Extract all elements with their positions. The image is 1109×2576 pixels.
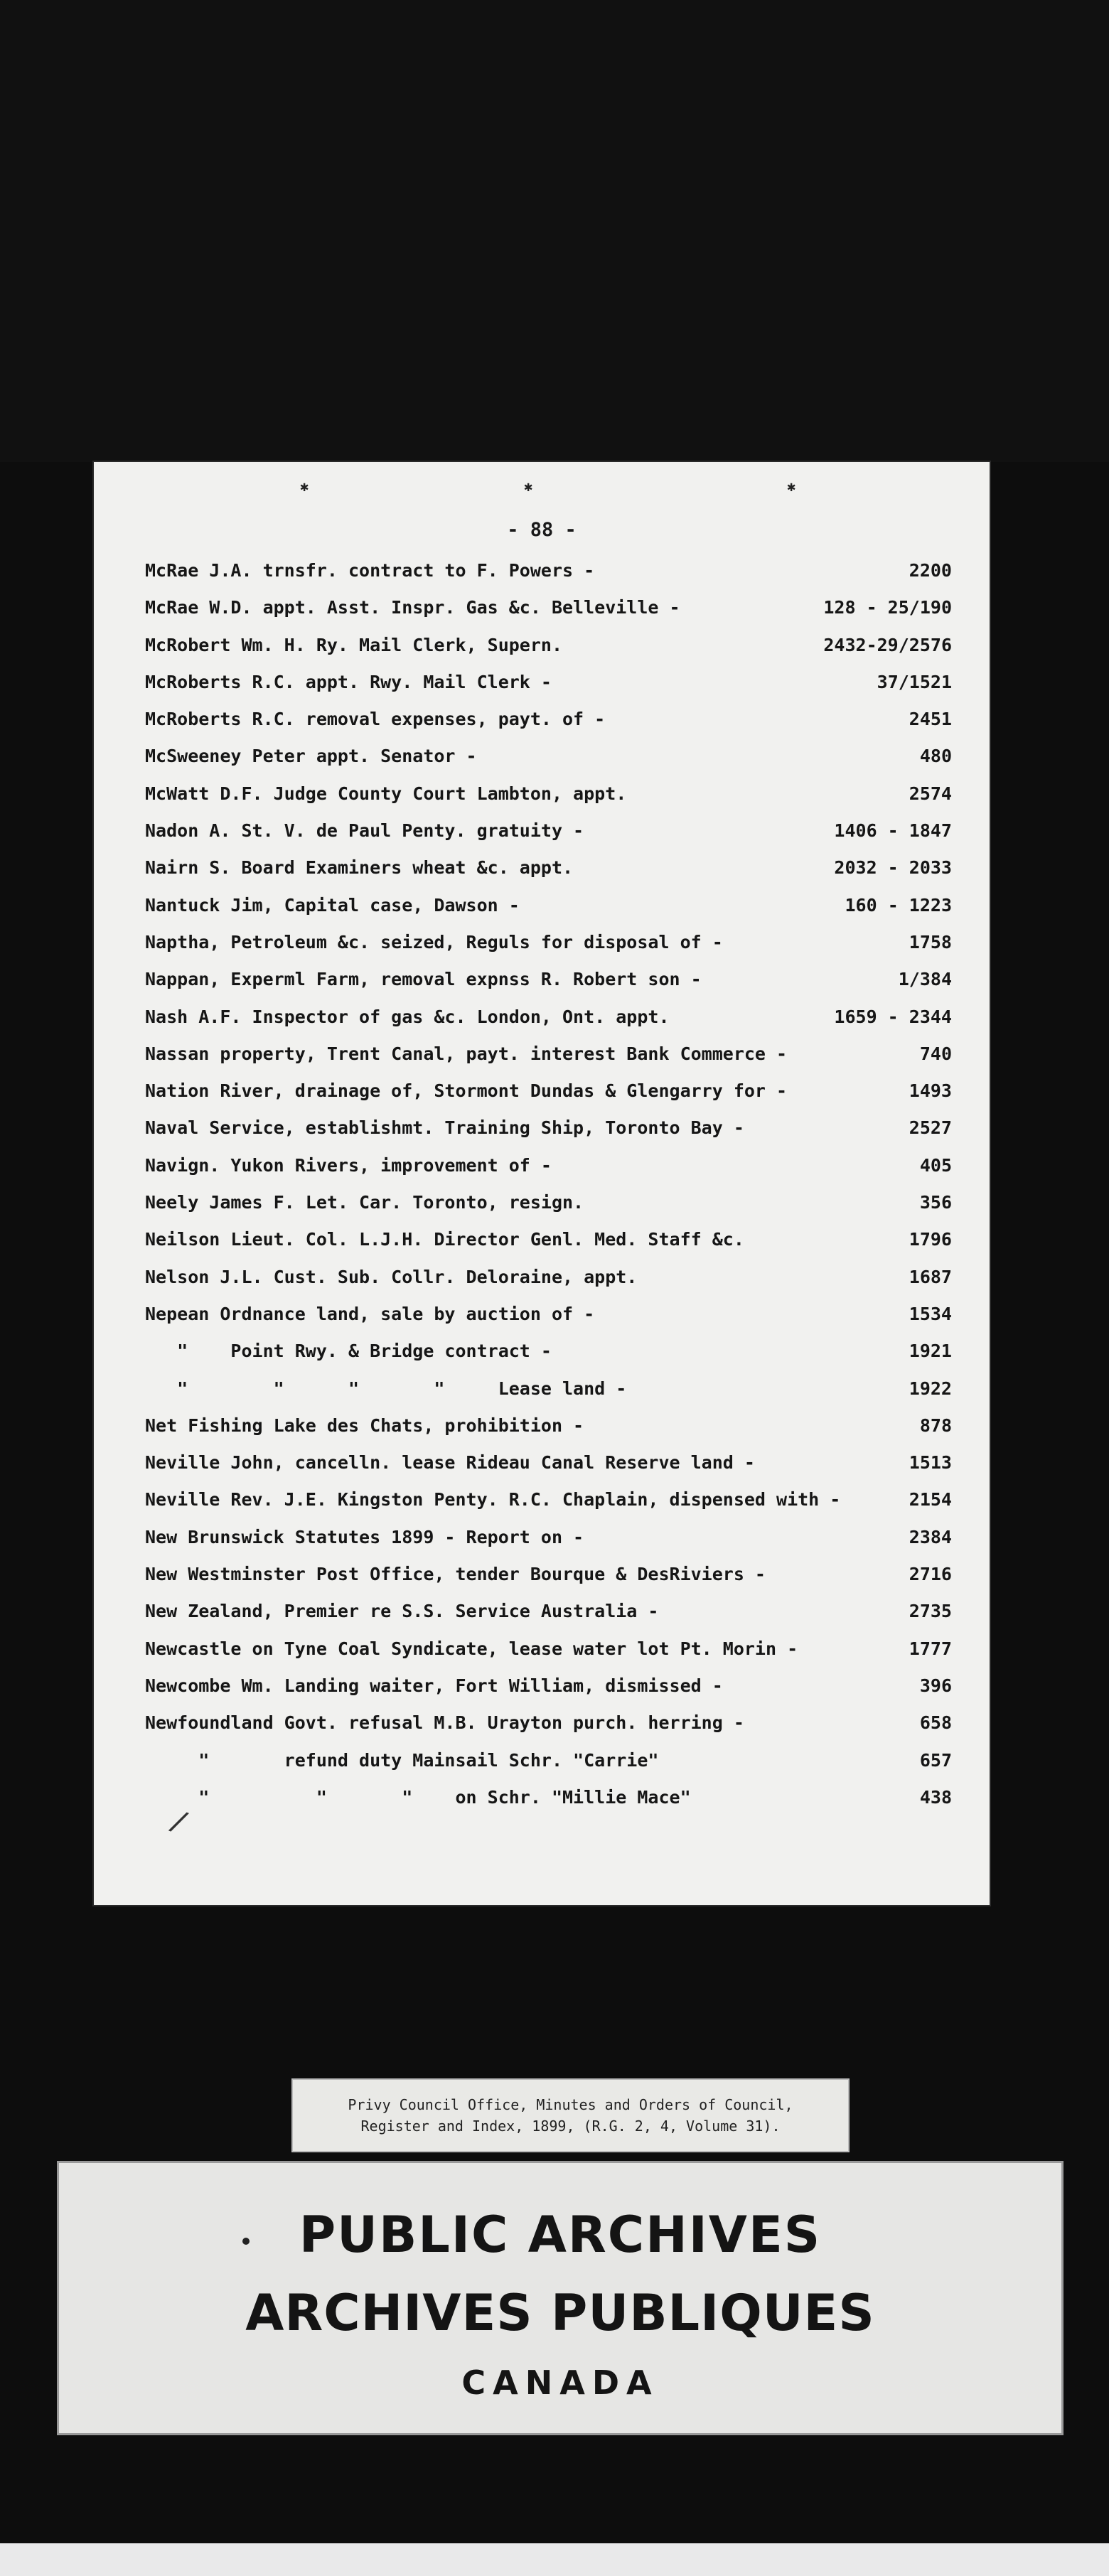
index-entry [145,1779,952,1816]
punch-mark: ✱ [300,478,309,495]
index-entry [145,1296,952,1333]
stamp-line-3: CANADA [461,2363,659,2402]
entry-text: " Point Rwy. & Bridge contract - [145,1341,552,1362]
entry-reference: 1758 [909,931,952,952]
entry-reference: 2154 [909,1489,952,1510]
index-entry [145,1147,952,1184]
entry-reference: 878 [919,1415,952,1436]
index-entry [145,664,952,701]
index-entry [145,701,952,738]
index-entry [145,1481,952,1518]
index-entry [145,1221,952,1258]
entry-text: Neely James F. Let. Car. Toronto, resign. [145,1192,584,1213]
index-entry [145,1110,952,1147]
index-entry [145,552,952,589]
index-entry [145,1593,952,1630]
entry-reference: 1406 - 1847 [834,820,952,842]
entry-text: Newcombe Wm. Landing waiter, Fort William, dismissed - [145,1675,723,1696]
index-entries [145,552,952,1816]
bottom-strip [0,2543,1109,2576]
entry-text: Nassan property, Trent Canal, payt. interest Bank Commerce - [145,1043,788,1064]
entry-reference: 2735 [909,1601,952,1622]
entry-text: Nelson J.L. Cust. Sub. Collr. Deloraine, appt. [145,1266,638,1287]
stamp-line-2: ARCHIVES PUBLIQUES [245,2284,875,2342]
entry-text: " refund duty Mainsail Schr. "Carrie" [145,1749,659,1771]
index-entry [145,1742,952,1779]
entry-reference: 480 [919,746,952,767]
archive-label [291,2078,850,2152]
index-entry [145,627,952,664]
index-entry [145,961,952,998]
entry-text: Net Fishing Lake des Chats, prohibition - [145,1415,584,1436]
entry-reference: 2451 [909,709,952,730]
page-number: - 88 - [507,519,577,541]
index-entry [145,1556,952,1593]
entry-text: McRoberts R.C. appt. Rwy. Mail Clerk - [145,671,552,692]
entry-text: McRobert Wm. H. Ry. Mail Clerk, Supern. [145,634,562,655]
entry-text: Nairn S. Board Examiners wheat &c. appt. [145,857,574,879]
entry-text: Nappan, Experml Farm, removal expnss R. Robert son - [145,969,702,990]
entry-reference: 1777 [909,1638,952,1659]
entry-reference: 2527 [909,1117,952,1139]
entry-reference: 1796 [909,1229,952,1250]
entry-reference: 438 [919,1786,952,1808]
entry-text: McRae J.A. trnsfr. contract to F. Powers - [145,560,595,581]
entry-reference: 2200 [909,560,952,581]
punch-mark: ✱ [787,478,796,495]
index-entry [145,589,952,626]
index-entry [145,812,952,849]
entry-text: Newcastle on Tyne Coal Syndicate, lease water lot Pt. Morin - [145,1638,798,1659]
index-entry [145,1668,952,1705]
index-entry [145,1073,952,1110]
entry-text: McWatt D.F. Judge County Court Lambton, appt. [145,783,627,804]
index-entry [145,1370,952,1407]
index-entry [145,999,952,1036]
index-entry [145,887,952,924]
archives-stamp [57,2161,1064,2435]
index-entry [145,1259,952,1296]
entry-reference: 657 [919,1749,952,1771]
index-entry [145,1444,952,1481]
index-entry [145,1184,952,1221]
entry-reference: 1534 [909,1303,952,1324]
entry-reference: 128 - 25/190 [823,597,952,618]
entry-reference: 1513 [909,1452,952,1474]
index-entry [145,1705,952,1742]
entry-reference: 1493 [909,1080,952,1102]
entry-text: Nadon A. St. V. de Paul Penty. gratuity - [145,820,584,842]
entry-reference: 1659 - 2344 [834,1006,952,1027]
stamp-line-1: PUBLIC ARCHIVES [299,2206,822,2264]
pen-mark: / [165,1803,193,1840]
entry-text: McSweeney Peter appt. Senator - [145,746,477,767]
entry-reference: 1687 [909,1266,952,1287]
entry-text: Nash A.F. Inspector of gas &c. London, Ont. appt. [145,1006,670,1027]
entry-text: New Brunswick Statutes 1899 - Report on - [145,1526,584,1547]
entry-reference: 405 [919,1154,952,1176]
entry-text: " " " on Schr. "Millie Mace" [145,1786,691,1808]
entry-text: Neville Rev. J.E. Kingston Penty. R.C. Chaplain, dispensed with - [145,1489,841,1510]
index-entry [145,1333,952,1370]
entry-reference: 1921 [909,1341,952,1362]
microfilm-frame [0,0,1109,462]
entry-reference: 2432-29/2576 [823,634,952,655]
entry-text: " " " " Lease land - [145,1378,627,1399]
label-line-2: Register and Index, 1899, (R.G. 2, 4, Volume 31). [360,2118,781,2135]
entry-text: Nantuck Jim, Capital case, Dawson - [145,894,520,916]
entry-reference: 356 [919,1192,952,1213]
index-entry [145,849,952,886]
entry-text: New Zealand, Premier re S.S. Service Australia - [145,1601,659,1622]
entry-reference: 740 [919,1043,952,1064]
entry-reference: 658 [919,1712,952,1734]
index-entry [145,1036,952,1073]
entry-text: McRoberts R.C. removal expenses, payt. of - [145,709,606,730]
entry-text: Neilson Lieut. Col. L.J.H. Director Genl. Med. Staff &c. [145,1229,744,1250]
entry-text: Navign. Yukon Rivers, improvement of - [145,1154,552,1176]
entry-reference: 1/384 [898,969,952,990]
entry-text: Naptha, Petroleum &c. seized, Reguls for disposal of - [145,931,723,952]
entry-reference: 2574 [909,783,952,804]
entry-reference: 2032 - 2033 [834,857,952,879]
index-entry [145,1631,952,1668]
index-entry [145,776,952,812]
entry-reference: 396 [919,1675,952,1696]
entry-text: Nepean Ordnance land, sale by auction of - [145,1303,595,1324]
entry-text: New Westminster Post Office, tender Bourque & DesRiviers - [145,1564,766,1585]
entry-text: Nation River, drainage of, Stormont Dundas & Glengarry for - [145,1080,788,1102]
index-entry [145,924,952,961]
entry-text: McRae W.D. appt. Asst. Inspr. Gas &c. Belleville - [145,597,680,618]
entry-reference: 160 - 1223 [845,894,952,916]
entry-reference: 2384 [909,1526,952,1547]
index-entry [145,1519,952,1556]
entry-reference: 37/1521 [877,671,952,692]
entry-text: Neville John, cancelln. lease Rideau Canal Reserve land - [145,1452,755,1474]
index-page [94,462,990,1905]
entry-reference: 2716 [909,1564,952,1585]
index-entry [145,1407,952,1444]
entry-text: Naval Service, establishmt. Training Ship, Toronto Bay - [145,1117,744,1139]
label-line-1: Privy Council Office, Minutes and Orders of Council, [348,2096,793,2113]
index-entry [145,738,952,775]
entry-reference: 1922 [909,1378,952,1399]
punch-mark: ✱ [524,478,533,495]
entry-text: Newfoundland Govt. refusal M.B. Urayton purch. herring - [145,1712,744,1734]
